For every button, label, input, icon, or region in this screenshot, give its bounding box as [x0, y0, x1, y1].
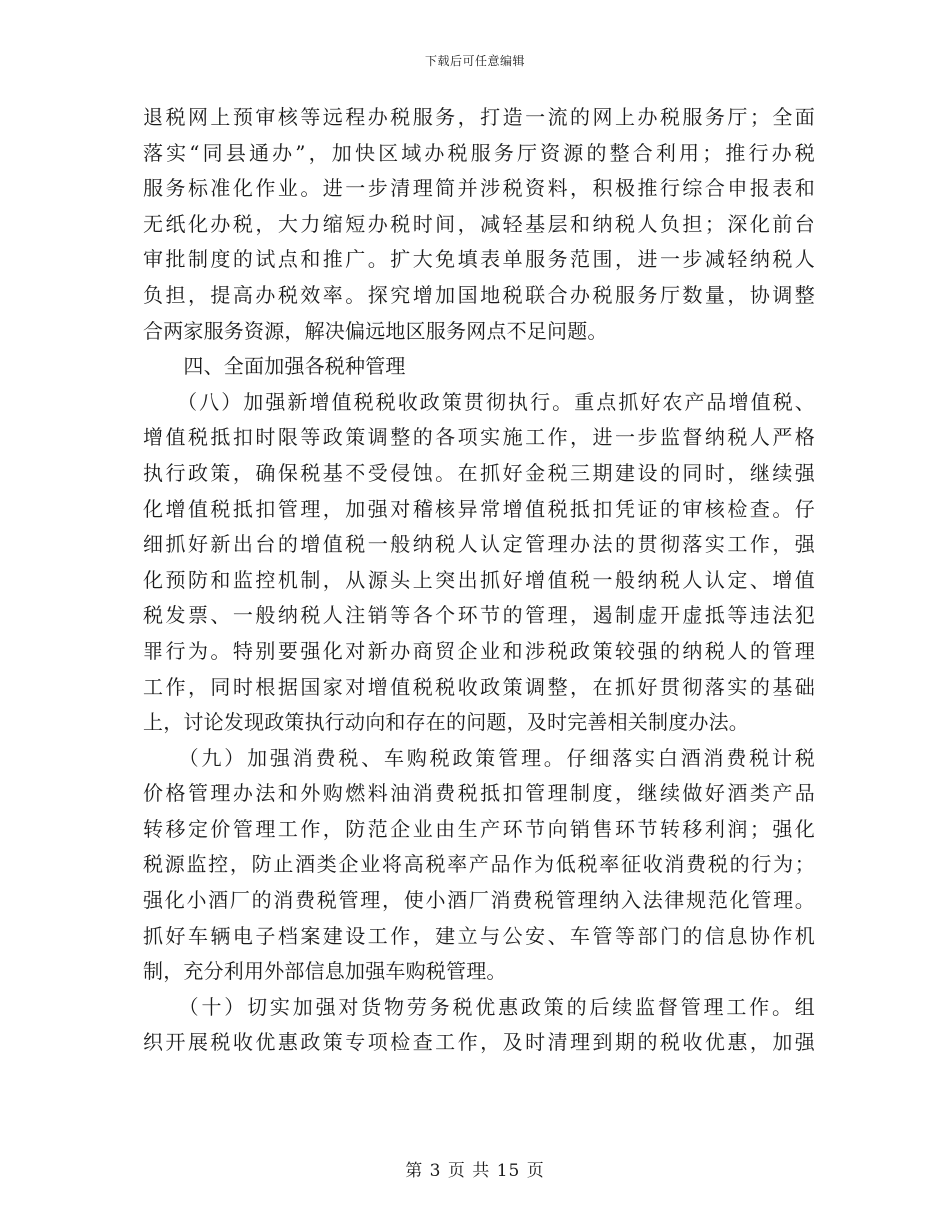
body-line: 无纸化办税，大力缩短办税时间，减轻基层和纳税人负担；深化前台: [143, 211, 815, 236]
body-line: 增值税抵扣时限等政策调整的各项实施工作，进一步监督纳税人严格: [143, 425, 815, 450]
body-line: 审批制度的试点和推广。扩大免填表单服务范围，进一步减轻纳税人: [143, 247, 815, 272]
body-line: 价格管理办法和外购燃料油消费税抵扣管理制度，继续做好酒类产品: [143, 781, 815, 806]
body-line: 执行政策，确保税基不受侵蚀。在抓好金税三期建设的同时，继续强: [143, 460, 815, 485]
body-line: 服务标准化作业。进一步清理简并涉税资料，积极推行综合申报表和: [143, 176, 815, 201]
body-line: 上，讨论发现政策执行动向和存在的问题，及时完善相关制度办法。: [143, 710, 749, 735]
body-line: 退税网上预审核等远程办税服务，打造一流的网上办税服务厅；全面: [143, 105, 815, 129]
body-line: 化增值税抵扣管理，加强对稽核异常增值税抵扣凭证的审核检查。仔: [143, 496, 815, 521]
document-body: [143, 100, 815, 1061]
body-line: 税发票、一般纳税人注销等各个环节的管理，遏制虚开虚抵等违法犯: [143, 603, 815, 628]
body-line: 罪行为。特别要强化对新办商贸企业和涉税政策较强的纳税人的管理: [143, 638, 815, 663]
section-heading: 四、全面加强各税种管理: [143, 354, 406, 379]
body-line: （八）加强新增值税税收政策贯彻执行。重点抓好农产品增值税、: [143, 389, 815, 414]
body-line: （十）切实加强对货物劳务税优惠政策的后续监督管理工作。组: [143, 994, 815, 1019]
body-line: 落实“同县通办”，加快区域办税服务厅资源的整合利用；推行办税: [143, 140, 815, 165]
page-number-footer: 第 3 页 共 15 页: [405, 1161, 545, 1181]
body-line: 税源监控，防止酒类企业将高税率产品作为低税率征收消费税的行为；: [143, 852, 815, 877]
body-line: 细抓好新出台的增值税一般纳税人认定管理办法的贯彻落实工作，强: [143, 532, 815, 557]
body-line: 合两家服务资源，解决偏远地区服务网点不足问题。: [143, 318, 608, 343]
body-line: 转移定价管理工作，防范企业由生产环节向销售环节转移利润；强化: [143, 816, 815, 841]
body-line: 负担，提高办税效率。探究增加国地税联合办税服务厅数量，协调整: [143, 282, 815, 307]
body-line: 织开展税收优惠政策专项检查工作，及时清理到期的税收优惠，加强: [143, 1030, 815, 1055]
body-line: 制，充分利用外部信息加强车购税管理。: [143, 959, 507, 984]
body-line: 化预防和监控机制，从源头上突出抓好增值税一般纳税人认定、增值: [143, 567, 815, 592]
body-line: 工作，同时根据国家对增值税税收政策调整，在抓好贯彻落实的基础: [143, 674, 815, 699]
body-line: 抓好车辆电子档案建设工作，建立与公安、车管等部门的信息协作机: [143, 923, 815, 948]
body-line: （九）加强消费税、车购税政策管理。仔细落实白酒消费税计税: [143, 745, 815, 770]
page-header: 下载后可任意编辑: [424, 54, 525, 68]
body-line: 强化小酒厂的消费税管理，使小酒厂消费税管理纳入法律规范化管理。: [143, 888, 815, 913]
